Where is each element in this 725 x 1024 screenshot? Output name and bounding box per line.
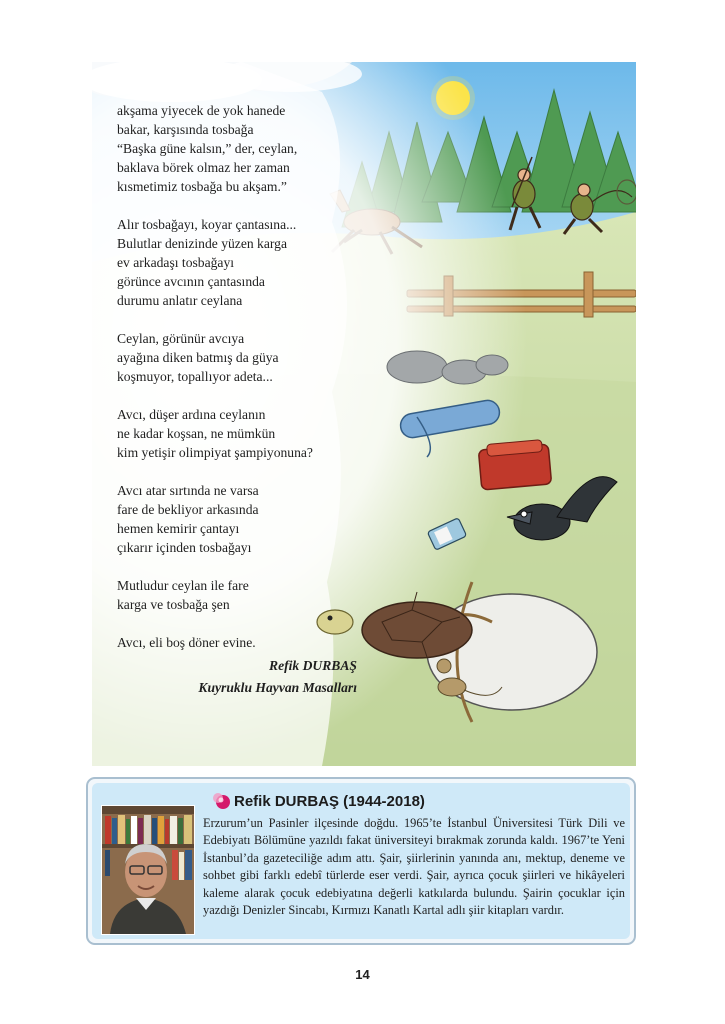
poem-stanza [117, 633, 357, 652]
poem-line: ev arkadaşı tosbağayı [117, 255, 235, 270]
poem-line: karga ve tosbağa şen [117, 597, 230, 612]
author-bio-title: Refik DURBAŞ (1944-2018) [234, 793, 425, 810]
poem-line: Ceylan, görünür avcıya [117, 331, 245, 346]
poem-line: kim yetişir olimpiyat şampiyonuna? [117, 445, 313, 460]
poem-line: kısmetimiz tosbağa bu akşam.” [117, 179, 287, 194]
page-number: 14 [355, 967, 370, 982]
poem-line: Avcı atar sırtında ne varsa [117, 483, 259, 498]
poem-stanza [117, 576, 357, 614]
poem-line: Avcı, düşer ardına ceylanın [117, 407, 266, 422]
author-portrait [101, 805, 195, 935]
poem-line: ne kadar koşsan, ne mümkün [117, 426, 276, 441]
poem-line: Avcı, eli boş döner evine. [117, 635, 256, 650]
poem-stanza [117, 481, 357, 557]
poem-line: Bulutlar denizinde yüzen karga [117, 236, 287, 251]
poem-line: Mutludur ceylan ile fare [117, 578, 249, 593]
poem-line: durumu anlatır ceylana [117, 293, 243, 308]
poem-line: bakar, karşısında tosbağa [117, 122, 254, 137]
poem-author: Refik DURBAŞ [269, 658, 357, 673]
poem [117, 101, 357, 697]
author-bio-panel [92, 783, 630, 939]
poem-line: “Başka güne kalsın,” der, ceylan, [117, 141, 298, 156]
poem-line: hemen kemirir çantayı [117, 521, 240, 536]
poem-line: Alır tosbağayı, koyar çantasına... [117, 217, 297, 232]
pink-circle-icon [211, 791, 231, 811]
poem-stanza [117, 329, 357, 386]
poem-line: görünce avcının çantasında [117, 274, 265, 289]
author-bio-box [86, 777, 636, 945]
poem-line: ayağına diken batmış da güya [117, 350, 279, 365]
poem-line: koşmuyor, topallıyor adeta... [117, 369, 273, 384]
poem-line: fare de bekliyor arkasında [117, 502, 259, 517]
author-bio-text: Erzurum’un Pasinler ilçesinde doğdu. 1965’te İstanbul Üniversitesi Türk Dili ve Edebiyatı Bölümüne yazıldı fakat üniversiteyi bırakmak zorunda kaldı. 1967’te Yeni İstanbul’da gazeteciliğe adım attı. Şair, şiirlerinin yanında anı, mektup, deneme ve sohbet gibi farklı edebî türlerde eser verdi. Şair, ayrıca çocuk şiirleri ve hikâyeleri kaleme alarak çocuk edebiyatına değerli katkılarda bulundu. Şairin çocuklar için yazdığı Denizler Sincabı, Kırmızı Kanatlı Kartal adlı şiir kitapları vardır. [203, 816, 625, 918]
poem-stanza [117, 405, 357, 462]
poem-line: baklava börek olmaz her zaman [117, 160, 290, 175]
poem-line: akşama yiyecek de yok hanede [117, 103, 286, 118]
poem-stanza [117, 101, 357, 196]
poem-source-book: Kuyruklu Hayvan Masalları [198, 680, 357, 695]
poem-line: çıkarır içinden tosbağayı [117, 540, 252, 555]
poem-stanza [117, 215, 357, 310]
